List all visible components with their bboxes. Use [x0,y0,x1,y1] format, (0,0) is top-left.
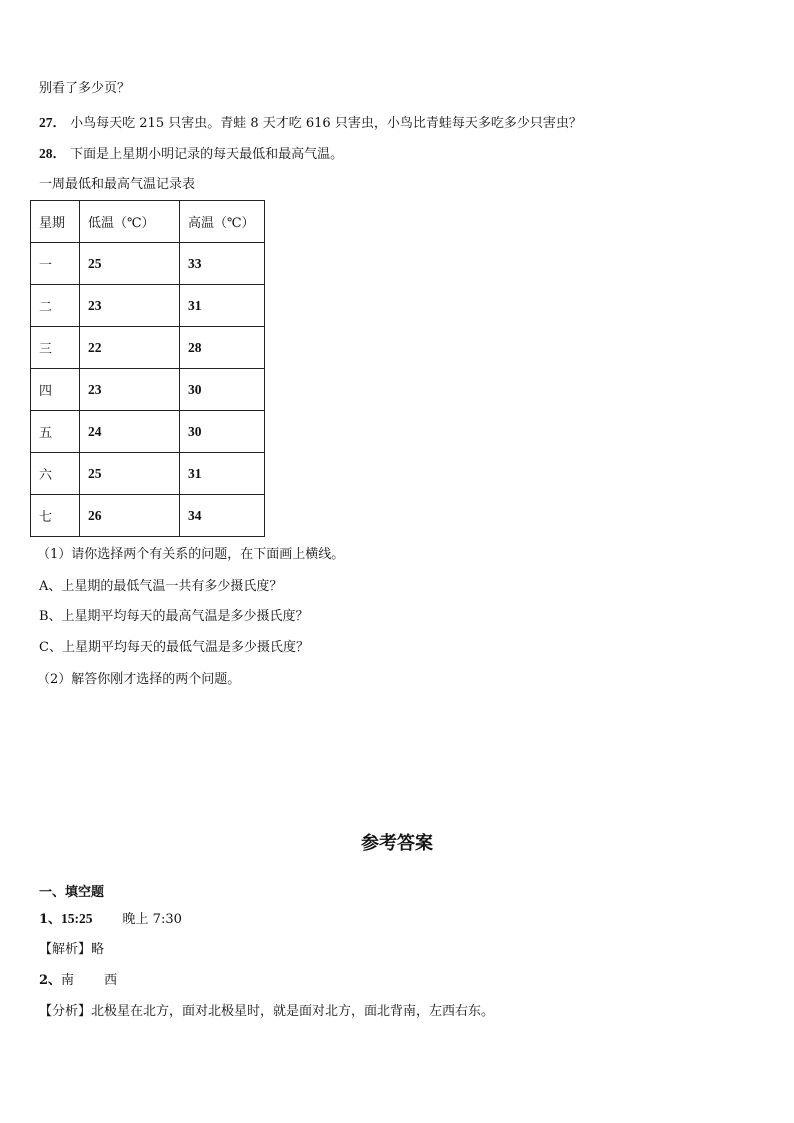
high-temp-cell: 30 [180,369,265,411]
table-row [31,327,265,369]
answer-2 [39,972,117,990]
question-27 [39,114,582,133]
day-cell: 五 [31,411,80,453]
temperature-table [30,200,265,537]
table-header-row [31,201,265,243]
option-b: B、上星期平均每天的最高气温是多少摄氏度？ [39,609,309,624]
question-text: 小鸟每天吃 215 只害虫。青蛙 8 天才吃 616 只害虫，小鸟比青蛙每天多吃多少只害虫？ [70,116,582,131]
day-cell: 一 [31,243,80,285]
high-temp-cell: 30 [180,411,265,453]
option-c: C、上星期平均每天的最低气温是多少摄氏度？ [39,640,309,655]
day-cell: 四 [31,369,80,411]
question-text: 下面是上星期小明记录的每天最低和最高气温。 [70,147,344,162]
table-row [31,495,265,537]
answer-2-explanation: 【分析】北极星在北方，面对北极星时，就是面对北方，面北背南，左西右东。 [39,1004,495,1019]
answers-part-heading: 一、填空题 [39,885,105,900]
table-caption: 一周最低和最高气温记录表 [39,177,196,192]
low-temp-cell: 23 [80,285,180,327]
question-28 [39,145,343,164]
answer-value: 南 [61,973,75,988]
table-row [31,285,265,327]
text-line-previous: 别看了多少页？ [39,81,131,96]
header-cell: 低温（℃） [80,201,180,243]
answer-value: 晚上 7:30 [122,912,182,927]
low-temp-cell: 25 [80,243,180,285]
question-number: 28． [39,146,66,161]
answer-number: 1、 [39,912,62,927]
option-a: A、上星期的最低气温一共有多少摄氏度？ [39,579,283,594]
day-cell: 三 [31,327,80,369]
answer-1 [39,910,182,929]
answer-1-explanation: 【解析】略 [39,942,105,957]
day-cell: 七 [31,495,80,537]
table-row [31,243,265,285]
low-temp-cell: 23 [80,369,180,411]
day-cell: 六 [31,453,80,495]
table-row [31,453,265,495]
subquestion-2: （2）解答你刚才选择的两个问题。 [37,672,241,687]
header-cell: 高温（℃） [180,201,265,243]
high-temp-cell: 28 [180,327,265,369]
answer-value: 15:25 [61,911,93,926]
day-cell: 二 [31,285,80,327]
answer-number: 2、 [39,973,62,988]
low-temp-cell: 22 [80,327,180,369]
header-cell: 星期 [31,201,80,243]
question-number: 27． [39,115,66,130]
low-temp-cell: 25 [80,453,180,495]
answers-title: 参考答案 [361,833,433,854]
high-temp-cell: 31 [180,453,265,495]
subquestion-1: （1）请你选择两个有关系的问题，在下面画上横线。 [37,547,345,562]
table-row [31,369,265,411]
low-temp-cell: 24 [80,411,180,453]
table-row [31,411,265,453]
high-temp-cell: 33 [180,243,265,285]
answer-value: 西 [104,973,118,988]
low-temp-cell: 26 [80,495,180,537]
high-temp-cell: 34 [180,495,265,537]
high-temp-cell: 31 [180,285,265,327]
